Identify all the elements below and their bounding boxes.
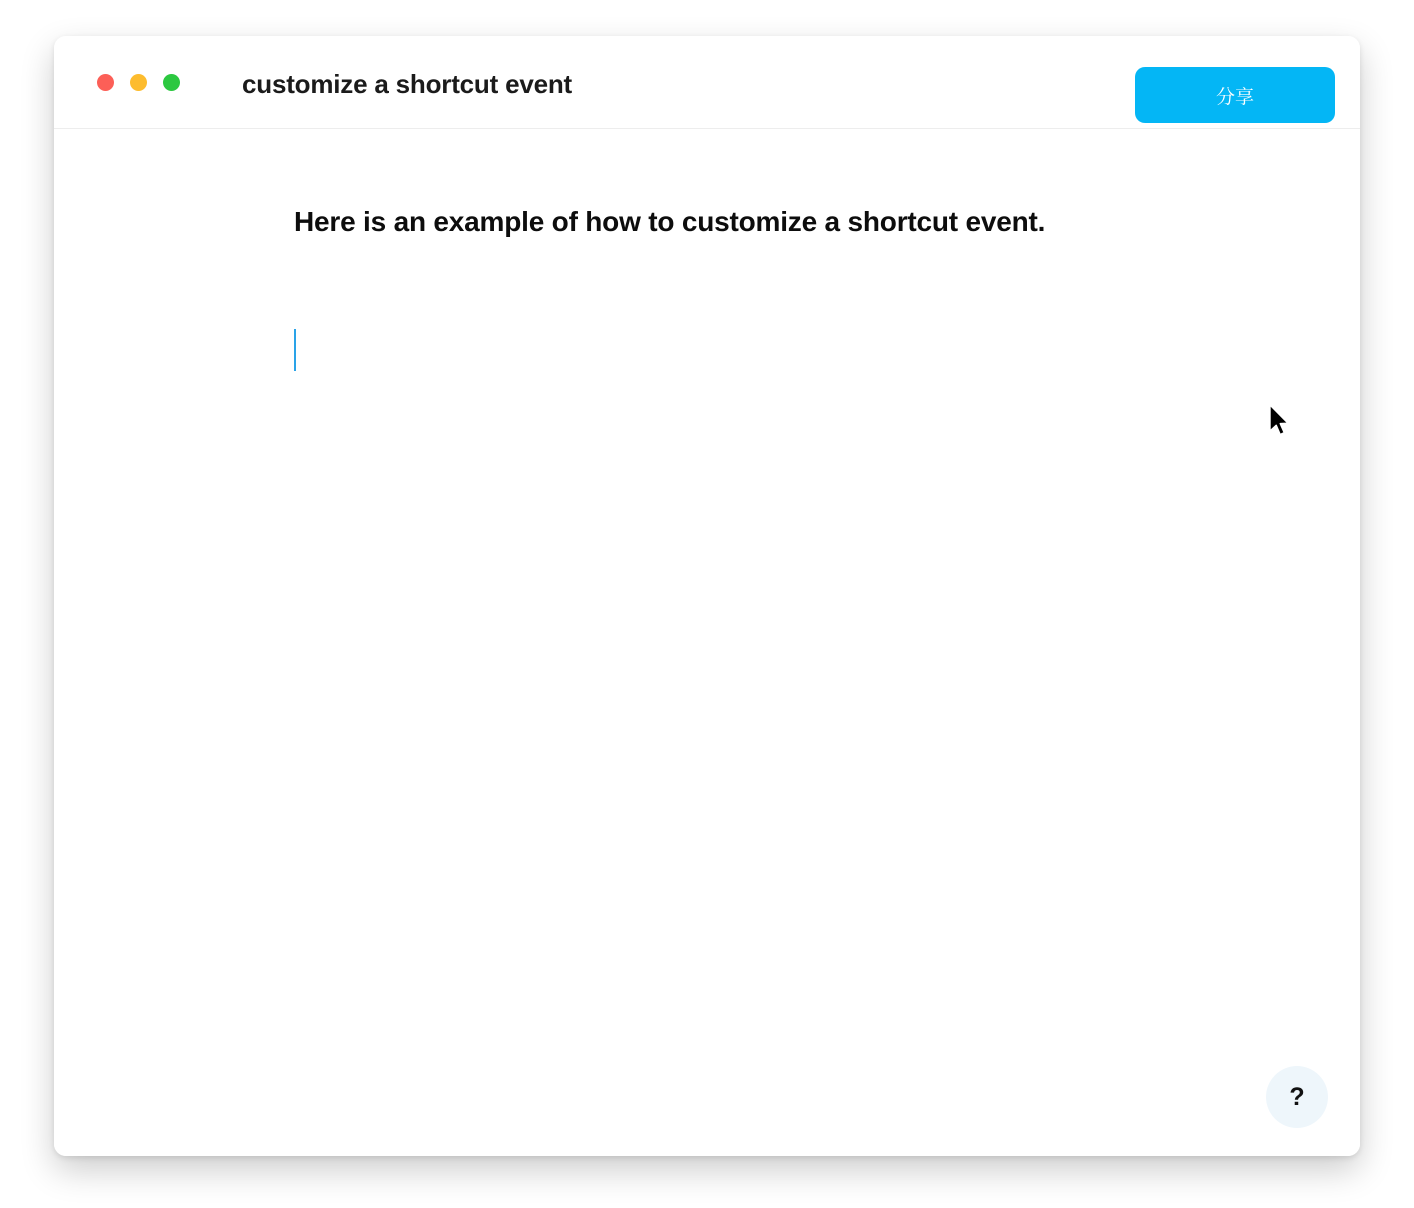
- app-window: [54, 36, 1360, 1156]
- maximize-window-icon[interactable]: [163, 74, 180, 91]
- traffic-lights: [97, 74, 180, 91]
- share-button[interactable]: 分享: [1135, 67, 1335, 123]
- minimize-window-icon[interactable]: [130, 74, 147, 91]
- help-button[interactable]: ?: [1266, 1066, 1328, 1128]
- document-heading: Here is an example of how to customize a shortcut event.: [294, 206, 1046, 237]
- window-title: customize a shortcut event: [242, 69, 572, 99]
- text-caret: [294, 329, 296, 371]
- window-titlebar[interactable]: [54, 36, 1360, 129]
- close-window-icon[interactable]: [97, 74, 114, 91]
- document-content[interactable]: [54, 129, 1360, 1156]
